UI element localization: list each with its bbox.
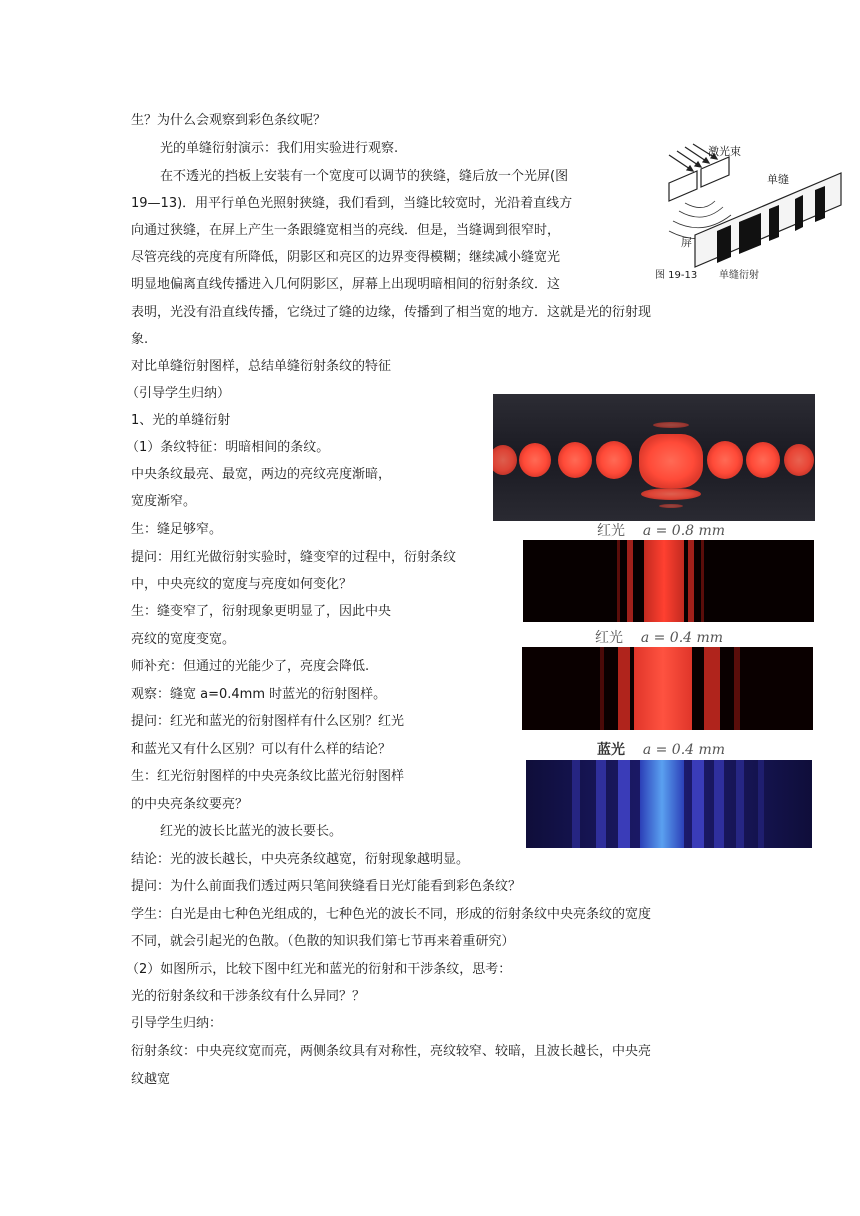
red-fringe-photo-narrow-2 [522,647,813,730]
text-line: 表明，光没有沿直线传播，它绕过了缝的边缘，传播到了相当宽的地方．这就是光的衍射现 [131,305,652,320]
figure-caption-text: 单缝衍射 [719,270,759,281]
text-line: 学生：白光是由七种色光组成的，七种色光的波长不同，形成的衍射条纹中央亮条纹的宽度 [131,907,652,922]
caption-color-label: 红光 [597,523,625,539]
text-line: 和蓝光又有什么区别？可以有什么样的结论？ [131,742,392,757]
text-line: 红光的波长比蓝光的波长要长。 [160,824,343,839]
text-line: 纹越宽 [131,1072,171,1087]
text-line: 生：红光衍射图样的中央亮条纹比蓝光衍射图样 [131,769,405,784]
text-line: 不同，就会引起光的色散。（色散的知识我们第七节再来着重研究） [131,934,515,949]
text-line: 明显地偏离直线传播进入几何阴影区，屏幕上出现明暗相间的衍射条纹．这 [131,277,561,292]
text-line: 尽管亮线的亮度有所降低，阴影区和亮区的边界变得模糊；继续减小缝宽光 [131,250,561,265]
text-line: 生：缝变窄了，衍射现象更明显了，因此中央 [131,604,392,619]
single-slit-diagram [655,143,845,288]
text-line: 引导学生归纳： [131,1016,223,1031]
conclusion-line: 结论：光的波长越长，中央亮条纹越宽，衍射现象越明显。 [131,852,470,867]
text-line: （引导学生归纳） [126,386,231,401]
text-line: 提问：用红光做衍射实验时，缝变窄的过程中，衍射条纹 [131,550,457,565]
text-line: 生？为什么会观察到彩色条纹呢？ [131,113,327,128]
red-fringe-bands-1 [617,540,704,622]
section-heading: 1、光的单缝衍射 [131,413,231,428]
text-line: 19—13)．用平行单色光照射狭缝，我们看到，当缝比较宽时，光沿着直线方 [131,196,573,211]
text-line: （2）如图所示，比较下图中红光和蓝光的衍射和干涉条纹，思考： [126,962,512,977]
text-line: 提问：红光和蓝光的衍射图样有什么区别？红光 [131,714,405,729]
text-line: 中，中央亮纹的宽度与亮度如何变化？ [131,577,353,592]
text-line: 师补充：但通过的光能少了，亮度会降低. [131,659,370,674]
photo-caption-3 [597,739,725,759]
text-line: 宽度渐窄。 [131,494,197,509]
text-line: 提问：为什么前面我们透过两只笔间狭缝看日光灯能看到彩色条纹？ [131,879,522,894]
text-line: 对比单缝衍射图样，总结单缝衍射条纹的特征 [131,359,392,374]
text-line: （1）条纹特征：明暗相间的条纹。 [126,440,330,455]
text-line: 亮纹的宽度变宽。 [131,632,236,647]
text-line: 的中央亮条纹要亮？ [131,797,249,812]
caption-color-label: 红光 [595,630,623,646]
screen-label: 屏 [681,236,692,249]
text-line: 衍射条纹：中央亮纹宽而亮，两侧条纹具有对称性，亮纹较窄、较暗，且波长越长，中央亮 [131,1044,652,1059]
laser-beam-label: 激光束 [708,145,741,158]
figure-caption-number: 图 19-13 [655,270,698,281]
text-line: 中央条纹最亮、最宽，两边的亮纹亮度渐暗， [131,467,392,482]
red-fringe-photo-narrow-1 [523,540,814,622]
red-fringe-bands-2 [600,647,740,730]
caption-equation: a = 0.4 mm [640,630,724,646]
text-line: 象. [131,332,149,347]
text-line: 向通过狭缝，在屏上产生一条跟缝宽相当的亮线．但是，当缝调到很窄时， [131,223,561,238]
text-line: 生：缝足够窄。 [131,522,223,537]
caption-equation: a = 0.8 mm [642,523,726,539]
photo-caption-1 [597,520,725,540]
caption-equation: a = 0.4 mm [642,742,726,758]
text-line: 在不透光的挡板上安装有一个宽度可以调节的狭缝，缝后放一个光屏(图 [160,169,569,184]
blue-fringe-photo [526,760,812,848]
caption-color-label: 蓝光 [597,742,625,758]
slit-label: 单缝 [767,173,789,186]
text-line: 光的衍射条纹和干涉条纹有什么异同？？ [131,989,366,1004]
red-fringe-photo-wide [493,394,815,521]
text-line: 观察：缝宽 a=0.4mm 时蓝光的衍射图样。 [131,687,387,702]
photo-caption-2 [595,627,723,647]
text-line: 光的单缝衍射演示：我们用实验进行观察. [160,141,399,156]
